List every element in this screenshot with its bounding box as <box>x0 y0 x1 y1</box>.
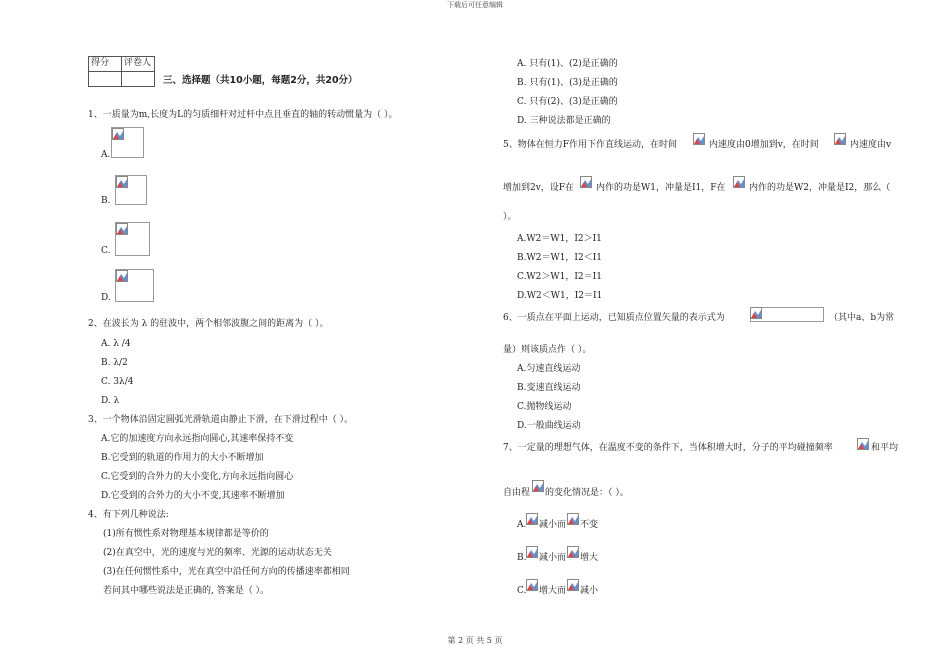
q5-option-a: A.W2＝W1，I2＞I1 <box>517 234 602 244</box>
page-header: 下载后可任意编辑 <box>447 1 503 9</box>
q6-option-c: C.抛物线运动 <box>517 402 572 412</box>
q5-option-c: C.W2＞W1，I2＝I1 <box>517 272 602 282</box>
q5-text-1: 5、物体在恒力F作用下作直线运动，在时间 <box>503 140 677 150</box>
q6-option-a: A.匀速直线运动 <box>517 364 581 374</box>
formula-image-icon <box>693 133 705 145</box>
formula-image-icon <box>526 513 538 525</box>
q2-option-c: C. 3λ/4 <box>101 377 134 387</box>
q5-text-6: 内作的功是W2，冲量是I2，那么（ <box>749 183 891 193</box>
formula-image-icon <box>733 176 745 188</box>
q2-option-a: A. λ /4 <box>101 339 131 349</box>
formula-image-icon <box>834 133 846 145</box>
score-cell: 得分 <box>89 57 122 72</box>
q6-text-2: （其中a、b为常 <box>829 313 895 323</box>
q6-text-1: 6、一质点在平面上运动，已知质点位置矢量的表示式为 <box>503 313 725 323</box>
q7-text-2: 和平均 <box>871 443 899 453</box>
q4-option-d: D. 三种说法都是正确的 <box>517 116 611 126</box>
q2-option-d: D. λ <box>101 396 120 406</box>
q4-statement-1: (1)所有惯性系对物理基本规律都是等价的 <box>103 529 269 539</box>
q4-stem: 4、有下列几种说法: <box>88 510 169 520</box>
q7-text-3: 自由程 <box>503 488 531 498</box>
broken-image-icon <box>116 223 128 235</box>
q4-question: 若问其中哪些说法是正确的, 答案是（ ）。 <box>103 586 270 596</box>
formula-image-icon <box>857 438 869 450</box>
formula-image-icon <box>526 579 538 591</box>
q5-text-2: 内速度由0增加到v，在时间 <box>709 140 819 150</box>
grader-cell: 评卷人 <box>122 57 155 72</box>
broken-image-icon <box>112 128 124 140</box>
broken-image-icon <box>116 176 128 188</box>
q5-option-d: D.W2＜W1，I2＝I1 <box>517 291 603 301</box>
formula-image-icon <box>526 546 538 558</box>
q7-option-c-text-2: 减小 <box>580 586 599 596</box>
q2-stem: 2、在波长为 λ 的驻波中，两个相邻波腹之间的距离为（ ）。 <box>88 319 329 329</box>
q7-option-c-text-1: 增大而 <box>539 586 567 596</box>
q7-option-a-text-2: 不变 <box>580 520 599 530</box>
section-title: 三、选择题（共10小题，每题2分，共20分） <box>163 75 358 86</box>
q7-option-b-label: B. <box>517 553 527 563</box>
q1-option-d: D. <box>101 293 111 303</box>
q4-statement-2: (2)在真空中，光的速度与光的频率、光源的运动状态无关 <box>103 548 332 558</box>
q1-option-b: B. <box>101 196 111 206</box>
q5-text-7: ）。 <box>503 212 517 222</box>
q7-option-a-text-1: 减小而 <box>539 520 567 530</box>
formula-image-icon <box>580 176 592 188</box>
q3-option-d: D.它受到的合外力的大小不变,其速率不断增加 <box>101 491 285 501</box>
q7-option-c-label: C. <box>517 586 527 596</box>
q5-text-5: 内作的功是W1，冲量是I1，F在 <box>596 183 726 193</box>
q2-option-b: B. λ/2 <box>101 358 128 368</box>
formula-image-icon <box>567 579 579 591</box>
q6-option-b: B.变速直线运动 <box>517 383 581 393</box>
score-blank <box>89 72 122 87</box>
grader-blank <box>122 72 155 87</box>
q4-option-b: B. 只有(1)、(3)是正确的 <box>517 78 618 88</box>
q1-option-a: A. <box>101 150 111 160</box>
q7-option-b-text-1: 减小而 <box>539 553 567 563</box>
q5-option-b: B.W2＝W1，I2＜I1 <box>517 253 602 263</box>
q4-option-a: A. 只有(1)、(2)是正确的 <box>517 59 618 69</box>
q7-option-a-label: A. <box>517 520 527 530</box>
q1-option-c: C. <box>101 246 111 256</box>
q3-stem: 3、一个物体沿固定圆弧光滑轨道由静止下滑，在下滑过程中（ ）。 <box>88 415 354 425</box>
q7-text-4: 的变化情况是：（ ）。 <box>545 488 629 498</box>
q3-option-c: C.它受到的合外力的大小变化,方向永远指向圆心 <box>101 472 294 482</box>
formula-image-icon <box>567 513 579 525</box>
q6-option-d: D.一般曲线运动 <box>517 421 581 431</box>
q1-stem: 1、一质量为m,长度为L的匀质细杆对过杆中点且垂直的轴的转动惯量为（ ）。 <box>88 110 398 120</box>
formula-image-icon <box>532 480 544 492</box>
q4-statement-3: (3)在任何惯性系中，光在真空中沿任何方向的传播速率都相同 <box>103 567 350 577</box>
q6-text-3: 量）则该质点作（ ）。 <box>503 345 592 355</box>
q5-text-4: 增加到2v，设F在 <box>503 183 575 193</box>
q7-text-1: 7、一定量的理想气体，在温度不变的条件下，当体积增大时，分子的平均碰撞频率 <box>503 443 833 453</box>
q4-option-c: C. 只有(2)、(3)是正确的 <box>517 97 618 107</box>
formula-image-icon <box>750 307 762 319</box>
q3-option-b: B.它受到的轨道的作用力的大小不断增加 <box>101 453 264 463</box>
q7-option-b-text-2: 增大 <box>580 553 599 563</box>
broken-image-icon <box>116 270 128 282</box>
formula-image-icon <box>567 546 579 558</box>
q5-text-3: 内速度由v <box>850 140 892 150</box>
q3-option-a: A.它的加速度方向永远指向圆心,其速率保持不变 <box>101 434 294 444</box>
page-footer: 第 2 页 共 5 页 <box>447 636 503 645</box>
score-table <box>88 56 155 87</box>
